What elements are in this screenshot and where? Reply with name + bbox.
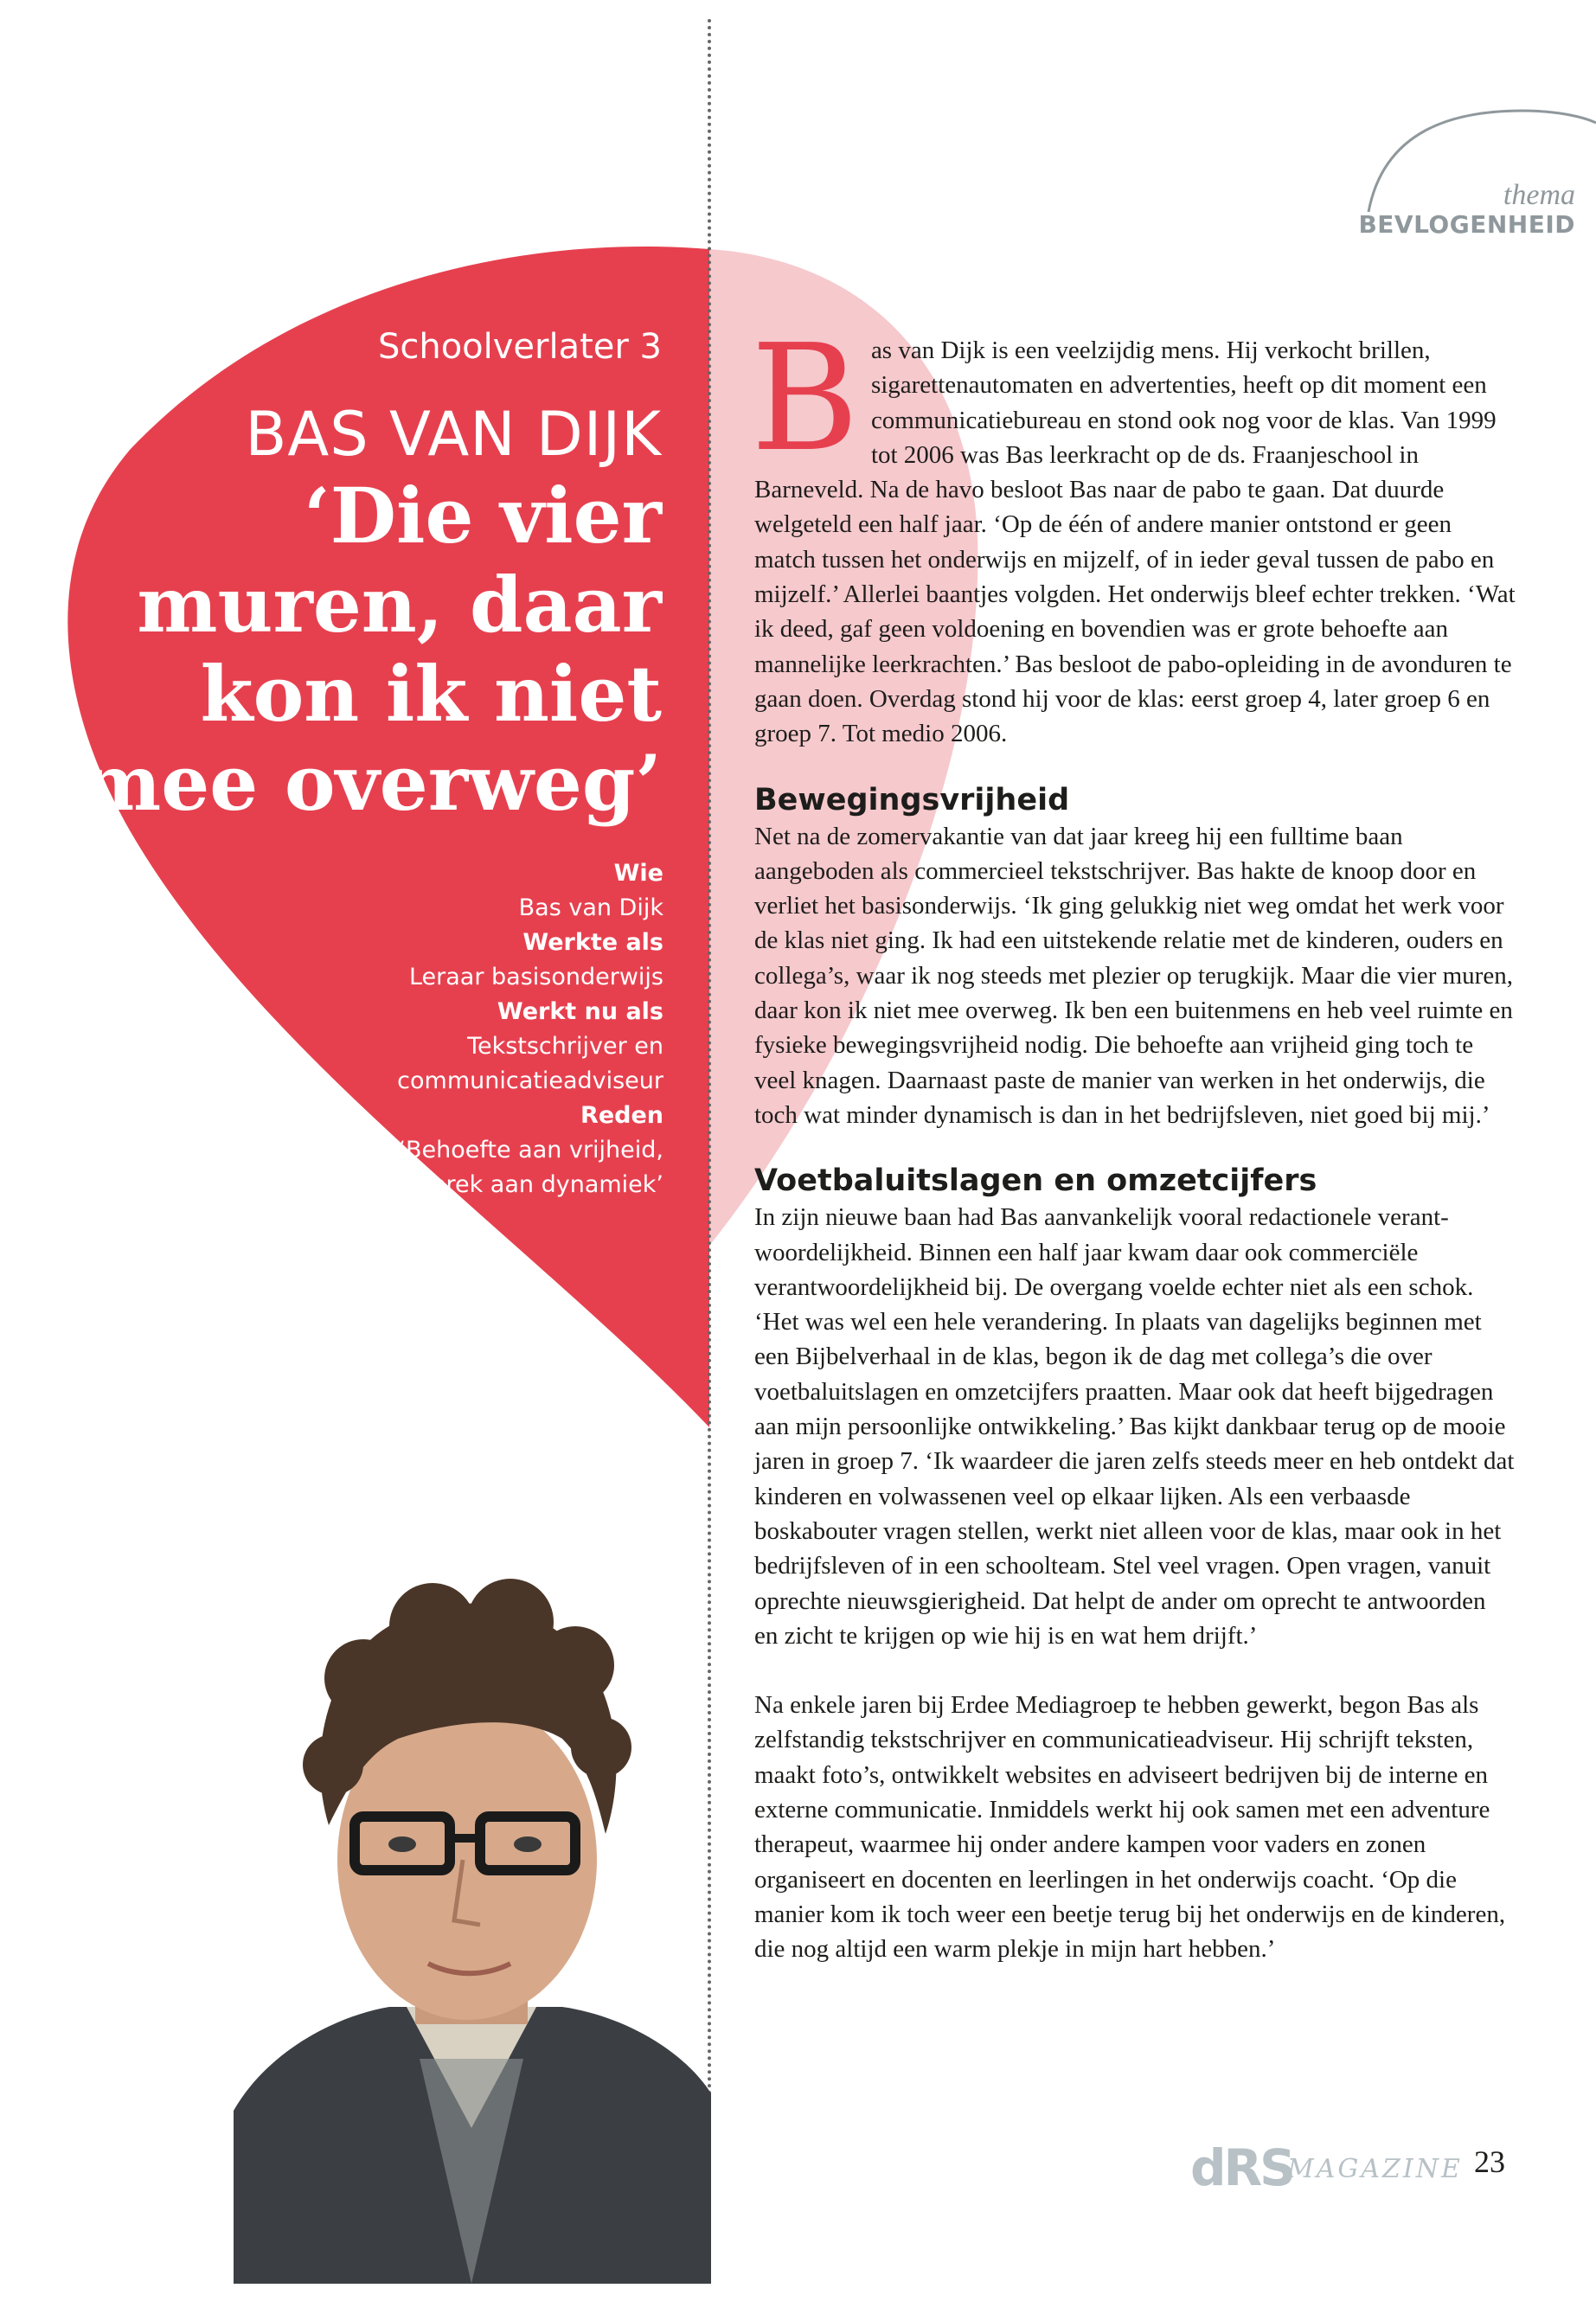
section-heading-bewegingsvrijheid: Bewegingsvrijheid <box>754 782 1070 817</box>
article-name: BAS VAN DIJK <box>245 399 662 470</box>
article-body <box>751 313 1516 1966</box>
fact-label-werkte-als: Werkte als <box>522 929 663 956</box>
drs-magazine-logo <box>1190 2138 1463 2197</box>
drop-cap: B <box>751 313 859 484</box>
article-quote <box>4 471 662 828</box>
logo-sub: MAGAZINE <box>1287 2154 1463 2184</box>
article-intro: as van Dijk is een veelzijdig mens. Hij verkocht brillen, sigarettenautomaten en advertenties, heeft op dit moment een communicatiebureau en stond ook nog voor de klas. Van 1999 tot 2006 was Bas leerkracht op de ds. Fraanjeschool in Barneveld. Na de havo besloot Bas naar de pabo te gaan. Dat duurde welgeteld een half jaar. ‘Op de één of andere manier ontstond er geen match tussen het onderwijs en mijzelf, of in ieder geval tussen de pabo en mijzelf.’ Allerlei baantjes volgden. Het onderwijs bleef echter trekken. ‘Wat ik deed, gaf geen voldoening en bovendien was er grote behoefte aan mannelijke leerkrachten.’ Bas besloot de pabo-opleiding in de avonduren te gaan doen. Overdag stond hij voor de klas: eerst groep 4, later groep 6 en groep 7. Tot medio 2006. <box>754 336 1516 748</box>
fact-value-wie: Bas van Dijk <box>518 894 663 921</box>
fact-value-werkte-als: Leraar basisonderwijs <box>408 964 663 990</box>
portrait-photo <box>234 1453 711 2284</box>
fact-label-werkt-nu-als: Werkt nu als <box>497 998 663 1025</box>
fact-value-reden-2: gebrek aan dynamiek’ <box>401 1171 663 1198</box>
section-heading-voetbaluitslagen: Voetbaluitslagen en omzetcijfers <box>754 1163 1317 1199</box>
section-text-voetbaluitslagen: In zijn nieuwe baan had Bas aanvankelijk vooral redactionele verantwoordelijkheid. Binnen een half jaar kwam daar ook commerciële verantwoordelijkheid bij. De overgang voelde echter niet als een schok. ‘Het was wel een hele verandering. In plaats van dagelijks beginnen met een Bijbelverhaal in de klas, begon ik de dag met collega’s die over voetbaluitslagen en omzetcijfers praatten. Maar ook dat heeft bijgedragen aan mijn persoonlijke ontwikkeling.’ Bas kijkt dankbaar terug op de mooie jaren in groep 7. ‘Ik waardeer die jaren zelfs steeds meer en heb ontdekt dat kinderen en volwassenen veel op elkaar lijken. Als een verbaasde boskabouter vragen stellen, werkt niet alleen voor de klas, maar ook in het bedrijfsleven of in een schoolteam. Stel veel vragen. Open vragen, vanuit oprechte nieuwsgierigheid. Dat helpt de ander om oprecht te antwoorden en zicht te krijgen op wie hij is en wat hem drijft.’ <box>754 1203 1515 1650</box>
paragraph-gap <box>754 1653 1516 1688</box>
quote-line: ‘Die vier <box>304 471 662 561</box>
theme-label <box>1358 180 1575 239</box>
quote-line: muren, daar <box>137 560 662 650</box>
article-kicker: Schoolverlater 3 <box>377 327 662 367</box>
logo-main: dRS <box>1190 2138 1293 2197</box>
fact-label-wie: Wie <box>613 860 663 887</box>
fact-value-reden-1: ‘Behoefte aan vrijheid, <box>398 1137 663 1163</box>
quote-line: kon ik niet <box>200 649 662 739</box>
page-number: 23 <box>1474 2144 1505 2179</box>
fact-label-reden: Reden <box>580 1102 663 1129</box>
theme-label-bold: BEVLOGENHEID <box>1358 210 1575 239</box>
section-text-bewegingsvrijheid: Net na de zomervakantie van dat jaar kreeg hij een fulltime baan aangeboden als commercieel tekstschrijver. Bas hakte de knoop door en verliet het basisonderwijs. ‘Ik ging gelukkig niet weg omdat het werk voor de klas niet ging. Ik had een uitstekende relatie met de kinderen, ouders en collega’s, waar ik nog steeds met plezier op terugkijk. Maar die vier muren, daar kon ik niet mee overweg. Ik ben een buitenmens en heb veel ruimte en fysieke bewegingsvrijheid nodig. Die behoefte aan vrijheid ging toch te veel knagen. Daarnaast paste de manier van werken in het onderwijs, die toch wat minder dynamisch is dan in het bedrijfsleven, niet goed bij mij.’ <box>754 822 1513 1129</box>
fact-value-werkt-nu-als-1: Tekstschrijver en <box>467 1033 663 1060</box>
quote-line: mee overweg’ <box>80 738 662 828</box>
theme-label-italic: thema <box>1503 179 1575 211</box>
article-closing: Na enkele jaren bij Erdee Mediagroep te hebben gewerkt, begon Bas als zelfstandig tekstschrijver en communicatieadviseur. Hij schrijft teksten, maakt foto’s, ontwikkelt websites en adviseert bedrijven bij de interne en externe communicatie. Inmiddels werkt hij ook samen met een adventure therapeut, waarmee hij onder andere kampen voor vaders en zonen organiseert en docenten en leerlingen in het onderwijs coacht. ‘Op die manier kom ik toch weer een beetje terug bij het onderwijs en de kinderen, die nog altijd een warm plekje in mijn hart hebben.’ <box>754 1691 1506 1964</box>
facts-box <box>179 856 663 1202</box>
fact-value-werkt-nu-als-2: communicatieadviseur <box>397 1067 663 1094</box>
